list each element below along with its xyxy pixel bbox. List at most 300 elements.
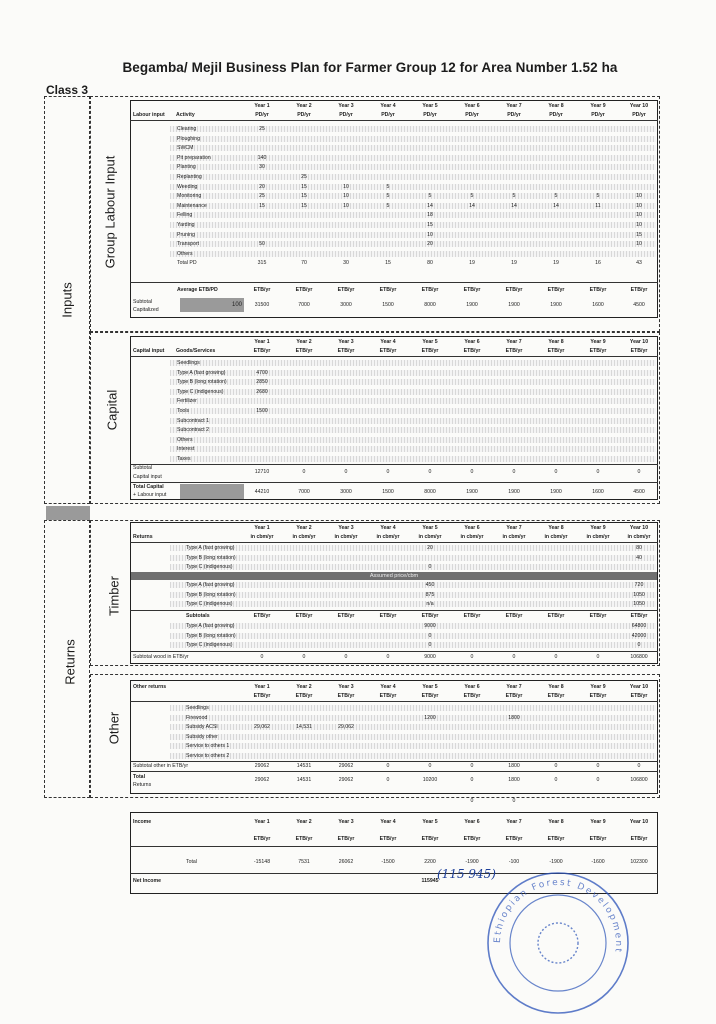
income-total-value: -1500 bbox=[381, 859, 395, 865]
activity-label: Weeding bbox=[177, 183, 198, 190]
timber-type-label: Type C (indigenous) bbox=[186, 601, 233, 608]
year-header: Year 3 bbox=[338, 684, 354, 690]
labour-value: 5 bbox=[386, 183, 390, 190]
labour-value: 10 bbox=[343, 183, 349, 190]
year-header: Year 6 bbox=[464, 684, 480, 690]
subtotal-wood-value: 0 bbox=[554, 654, 558, 660]
activity-label: Clearing bbox=[177, 126, 197, 132]
labour-row bbox=[130, 134, 658, 144]
labour-value: 5 bbox=[512, 193, 516, 200]
returns-label: Returns bbox=[62, 639, 78, 685]
activity-label: Pit preparation bbox=[177, 154, 211, 161]
labour-value: 5 bbox=[596, 193, 600, 200]
unit-header: PD/yr bbox=[381, 112, 395, 118]
capital-row bbox=[130, 425, 658, 435]
labour-subtotal-value: 1600 bbox=[592, 302, 604, 308]
goods-label: Taxes bbox=[177, 456, 191, 462]
capital-subtotal-value: 0 bbox=[596, 469, 600, 475]
row-shading bbox=[170, 555, 656, 561]
unit-header: ETB/yr bbox=[295, 836, 313, 842]
capital-row bbox=[130, 396, 658, 406]
unit-header: ETB/yr bbox=[463, 287, 481, 293]
capital-col1-header: Capital input bbox=[133, 348, 165, 354]
labour-subtotal-value: 1900 bbox=[466, 302, 478, 308]
timber-etb-value: 0 bbox=[637, 642, 641, 649]
unit-header: PD/yr bbox=[549, 112, 563, 118]
year-header: Year 9 bbox=[590, 339, 606, 345]
year-header: Year 9 bbox=[590, 103, 606, 109]
row-shading bbox=[170, 251, 656, 257]
timber-unit-header bbox=[130, 532, 658, 542]
unit-header: ETB/yr bbox=[337, 348, 355, 354]
goods-label: Type A (fast growing) bbox=[177, 369, 226, 376]
unit-header: ETB/yr bbox=[253, 693, 271, 699]
unit-header: ETB/yr bbox=[295, 287, 313, 293]
unit-header: ETB/yr bbox=[589, 693, 607, 699]
labour-row bbox=[130, 191, 658, 201]
timber-type-label: Type B (long rotation) bbox=[186, 632, 236, 639]
row-shading bbox=[170, 427, 656, 433]
unit-header: ETB/yr bbox=[421, 836, 439, 842]
labour-row bbox=[130, 201, 658, 211]
labour-row bbox=[130, 230, 658, 240]
labour-value: 15 bbox=[301, 193, 307, 200]
unit-header: PD/yr bbox=[465, 112, 479, 118]
labour-value: 19 bbox=[511, 260, 517, 267]
activity-label: Monitoring bbox=[177, 193, 202, 200]
labour-value: 14 bbox=[427, 202, 433, 209]
activity-label: Felling bbox=[177, 212, 193, 219]
labour-row bbox=[130, 172, 658, 182]
labour-value: 15 bbox=[636, 231, 642, 238]
unit-header: ETB/yr bbox=[253, 287, 271, 293]
capital-subtotal-value: 0 bbox=[512, 469, 516, 475]
timber-type-label: Type C (indigenous) bbox=[186, 642, 233, 649]
stray-value: 0 bbox=[470, 798, 474, 804]
labour-value: 18 bbox=[427, 212, 433, 219]
capital-value: 2850 bbox=[256, 379, 268, 386]
year-header: Year 7 bbox=[506, 339, 522, 345]
subtotal-other-value: 1800 bbox=[508, 763, 520, 769]
year-header: Year 4 bbox=[380, 103, 396, 109]
row-shading bbox=[170, 398, 656, 404]
subtotal-wood-value: 0 bbox=[302, 654, 306, 660]
group-labour-input-label: Group Labour Input bbox=[102, 155, 118, 269]
year-header: Year 8 bbox=[548, 103, 564, 109]
income-total-value: -100 bbox=[508, 859, 520, 865]
other-return-label: Service to others 1 bbox=[186, 743, 230, 750]
unit-header: ETB/yr bbox=[630, 348, 648, 354]
year-header: Year 3 bbox=[338, 339, 354, 345]
total-returns-value: 106800 bbox=[630, 777, 648, 783]
goods-label: Type C (indigenous) bbox=[177, 388, 224, 395]
labour-subtotal-value: 1900 bbox=[508, 302, 520, 308]
capital-row bbox=[130, 416, 658, 426]
unit-header: ETB/yr bbox=[630, 613, 648, 619]
avg-etb-input-cell: 100 bbox=[180, 298, 244, 312]
year-header: Year 4 bbox=[380, 819, 396, 825]
year-header: Year 1 bbox=[254, 103, 270, 109]
unit-header: ETB/yr bbox=[630, 836, 648, 842]
year-header: Year 2 bbox=[296, 103, 312, 109]
section-divider-block bbox=[46, 506, 90, 520]
unit-header: PD/yr bbox=[423, 112, 437, 118]
unit-header: PD/yr bbox=[297, 112, 311, 118]
stray-values-row bbox=[130, 796, 658, 806]
timber-type-label: Type A (fast growing) bbox=[186, 582, 235, 588]
total-returns-value: 1800 bbox=[508, 777, 520, 783]
unit-header: ETB/yr bbox=[547, 348, 565, 354]
capital-total-values bbox=[130, 487, 658, 497]
labour-value: 15 bbox=[427, 222, 433, 228]
unit-header: PD/yr bbox=[632, 112, 646, 118]
year-header: Year 6 bbox=[464, 339, 480, 345]
subtotal-label: Capital input bbox=[133, 474, 162, 480]
unit-header: ETB/yr bbox=[379, 693, 397, 699]
timber-volume-row bbox=[130, 543, 658, 553]
row-shading bbox=[170, 446, 656, 452]
goods-label: Fertilizer bbox=[177, 398, 197, 405]
labour-value: 5 bbox=[470, 193, 474, 200]
net-income-value: 115945 bbox=[421, 878, 439, 884]
labour-value: 5 bbox=[386, 193, 390, 200]
income-total-value: -1900 bbox=[465, 859, 479, 865]
other-row bbox=[130, 703, 658, 713]
unit-header: ETB/yr bbox=[505, 287, 523, 293]
capital-subtotal-value: 0 bbox=[470, 469, 474, 475]
unit-header: ETB/yr bbox=[463, 348, 481, 354]
capital-total-value: 1900 bbox=[508, 489, 520, 495]
stamp-ring-text: Ethiopian Forest Development bbox=[492, 877, 624, 955]
year-header: Year 9 bbox=[590, 684, 606, 690]
year-header: Year 3 bbox=[338, 819, 354, 825]
labour-value: 10 bbox=[343, 193, 349, 200]
price-value: 1050 bbox=[633, 591, 645, 598]
unit-header: ETB/yr bbox=[253, 613, 271, 619]
year-header: Year 5 bbox=[422, 684, 438, 690]
subtotal-label: Capitalized bbox=[133, 307, 159, 313]
unit-header: ETB/yr bbox=[337, 836, 355, 842]
labour-value: 15 bbox=[301, 183, 307, 190]
labour-value: 14 bbox=[553, 202, 559, 209]
labour-value: 30 bbox=[343, 260, 349, 267]
unit-header: ETB/yr bbox=[379, 287, 397, 293]
timber-price-row bbox=[130, 580, 658, 590]
timber-type-label: Type A (fast growing) bbox=[186, 623, 235, 629]
row-shading bbox=[170, 418, 656, 424]
labour-subtotal-value: 1900 bbox=[550, 302, 562, 308]
timber-volume-value: 80 bbox=[636, 545, 642, 551]
unit-header: ETB/yr bbox=[379, 348, 397, 354]
page-title: Begamba/ Mejil Business Plan for Farmer Group 12 for Area Number 1.52 ha bbox=[122, 60, 618, 75]
labour-value: 14 bbox=[511, 202, 517, 209]
capital-subtotal-value: 0 bbox=[554, 469, 558, 475]
capital-label: Capital bbox=[104, 389, 120, 431]
other-return-value: 14,531 bbox=[296, 724, 312, 731]
subtotal-wood-value: 0 bbox=[344, 654, 348, 660]
unit-header: in cbm/yr bbox=[250, 534, 274, 540]
year-header: Year 2 bbox=[296, 339, 312, 345]
activity-label: Ploughing bbox=[177, 135, 201, 142]
row-shading bbox=[170, 174, 656, 180]
labour-value: 10 bbox=[636, 202, 642, 209]
subtotal-other-value: 0 bbox=[428, 763, 432, 769]
other-return-label: Subsidy other bbox=[186, 733, 218, 740]
timber-etb-value: 64800 bbox=[631, 623, 647, 629]
year-header: Year 5 bbox=[422, 339, 438, 345]
labour-value: 70 bbox=[301, 260, 307, 267]
subtotal-wood-value: 106800 bbox=[630, 654, 648, 660]
net-income-label: Net Income bbox=[133, 878, 161, 884]
activity-label: Planting bbox=[177, 164, 196, 171]
year-header: Year 2 bbox=[296, 525, 312, 531]
year-header: Year 1 bbox=[254, 339, 270, 345]
year-header: Year 9 bbox=[590, 525, 606, 531]
unit-header: in cbm/yr bbox=[460, 534, 484, 540]
subtotal-other-value: 0 bbox=[637, 763, 641, 769]
timber-value-row bbox=[130, 621, 658, 631]
labour-value: 20 bbox=[259, 183, 265, 190]
timber-value-row bbox=[130, 631, 658, 641]
subtotal-wood-label: Subtotal wood in ETB/yr bbox=[133, 654, 189, 660]
labour-subtotal-value: 8000 bbox=[424, 302, 436, 308]
labour-subtotal-value: 1500 bbox=[382, 302, 394, 308]
unit-header: ETB/yr bbox=[379, 613, 397, 619]
total-returns-value: 0 bbox=[596, 777, 600, 783]
unit-header: in cbm/yr bbox=[376, 534, 400, 540]
labour-value: 15 bbox=[385, 260, 391, 267]
unit-header: ETB/yr bbox=[463, 836, 481, 842]
labour-value: 5 bbox=[386, 202, 390, 209]
subtotal-label: Subtotal bbox=[133, 465, 153, 471]
unit-header: ETB/yr bbox=[421, 287, 439, 293]
labour-value: 25 bbox=[259, 126, 265, 132]
unit-header: ETB/yr bbox=[630, 287, 648, 293]
capital-row bbox=[130, 358, 658, 368]
income-total-value: 2200 bbox=[424, 859, 436, 865]
timber-price-row bbox=[130, 599, 658, 609]
capital-row bbox=[130, 387, 658, 397]
unit-header: ETB/yr bbox=[253, 348, 271, 354]
total-returns-value: 0 bbox=[554, 777, 558, 783]
income-total-row bbox=[130, 857, 658, 867]
goods-label: Others bbox=[177, 436, 193, 443]
labour-value: 11 bbox=[595, 202, 601, 209]
timber-type-label: Type C (indigenous) bbox=[186, 564, 233, 571]
income-year-header bbox=[130, 817, 658, 827]
subtotal-other-value: 29062 bbox=[338, 763, 354, 769]
other-col1-header: Other returns bbox=[133, 684, 167, 690]
capital-subtotal-values bbox=[130, 467, 658, 477]
labour-value: 10 bbox=[636, 241, 642, 248]
subtotal-wood-value: 0 bbox=[596, 654, 600, 660]
year-header: Year 1 bbox=[254, 525, 270, 531]
net-income-handwritten: (115 945) bbox=[437, 867, 496, 881]
other-return-value: 1800 bbox=[508, 714, 520, 721]
year-header: Year 5 bbox=[422, 103, 438, 109]
year-header: Year 7 bbox=[506, 684, 522, 690]
capital-unit-header bbox=[130, 346, 658, 356]
labour-value: 80 bbox=[427, 260, 433, 267]
total-returns-value: 29062 bbox=[254, 777, 270, 783]
unit-header: in cbm/yr bbox=[292, 534, 316, 540]
income-total-value: -1600 bbox=[591, 859, 605, 865]
total-returns-value: 14531 bbox=[296, 777, 312, 783]
year-header: Year 8 bbox=[548, 525, 564, 531]
activity-label: Replanting bbox=[177, 174, 202, 180]
capital-total-value: 3000 bbox=[340, 489, 352, 495]
income-total-value: 102300 bbox=[630, 859, 648, 865]
income-unit-header bbox=[130, 834, 658, 844]
subtotal-wood-row bbox=[130, 652, 658, 662]
labour-value: 5 bbox=[428, 193, 432, 200]
subtotal-wood-value: 0 bbox=[260, 654, 264, 660]
unit-header: ETB/yr bbox=[421, 613, 439, 619]
year-header: Year 4 bbox=[380, 684, 396, 690]
labour-row bbox=[130, 182, 658, 192]
other-return-label: Subsidy ACSI bbox=[186, 724, 218, 731]
unit-header: ETB/yr bbox=[253, 836, 271, 842]
other-label: Other bbox=[106, 711, 122, 745]
capital-subtotal-value: 0 bbox=[386, 469, 390, 475]
inputs-label: Inputs bbox=[59, 282, 75, 318]
timber-subtotals-header bbox=[130, 611, 658, 621]
row-shading bbox=[170, 456, 656, 462]
capital-value: 2680 bbox=[256, 388, 268, 395]
capital-col2-header: Goods/Services bbox=[176, 348, 216, 354]
unit-header: ETB/yr bbox=[505, 613, 523, 619]
subtotal-wood-value: 9000 bbox=[424, 654, 436, 660]
capital-subtotal-value: 12710 bbox=[254, 469, 270, 475]
capital-total-value: 7000 bbox=[298, 489, 310, 495]
timber-volume-row bbox=[130, 562, 658, 572]
timber-type-label: Type B (long rotation) bbox=[186, 554, 236, 561]
subtotal-label: Subtotal bbox=[133, 299, 153, 305]
activity-label: Others bbox=[177, 250, 193, 257]
unit-header: ETB/yr bbox=[630, 693, 648, 699]
year-header: Year 10 bbox=[629, 684, 649, 690]
labour-subtotal-value: 4500 bbox=[633, 302, 645, 308]
labour-row bbox=[130, 143, 658, 153]
total-label: Total Capital bbox=[133, 484, 164, 490]
year-header: Year 7 bbox=[506, 819, 522, 825]
rule-line bbox=[130, 356, 658, 357]
avg-etb-label: Average ETB/PD bbox=[177, 287, 218, 293]
subtotal-wood-value: 0 bbox=[386, 654, 390, 660]
labour-value: 10 bbox=[343, 202, 349, 209]
unit-header: PD/yr bbox=[255, 112, 269, 118]
total-label: Total bbox=[133, 774, 146, 780]
labour-value: 315 bbox=[257, 260, 267, 267]
labour-value: 43 bbox=[636, 260, 642, 267]
price-value: 720 bbox=[634, 582, 644, 588]
labour-row bbox=[130, 258, 658, 268]
activity-label: Total PD bbox=[177, 260, 197, 267]
row-shading bbox=[170, 705, 656, 711]
organization-stamp bbox=[482, 868, 634, 1018]
labour-subtotal-value: 31500 bbox=[254, 302, 270, 308]
subtotal-other-value: 0 bbox=[470, 763, 474, 769]
activity-label: Maintenance bbox=[177, 202, 207, 209]
year-header: Year 2 bbox=[296, 684, 312, 690]
year-header: Year 10 bbox=[629, 339, 649, 345]
unit-header: ETB/yr bbox=[589, 287, 607, 293]
capital-total-value: 1600 bbox=[592, 489, 604, 495]
subtotal-other-value: 29062 bbox=[254, 763, 270, 769]
unit-header: ETB/yr bbox=[337, 693, 355, 699]
timber-etb-value: 42000 bbox=[631, 632, 647, 639]
capital-subtotal-value: 0 bbox=[637, 469, 641, 475]
capital-row bbox=[130, 377, 658, 387]
year-header: Year 8 bbox=[548, 339, 564, 345]
other-return-value: 29,062 bbox=[338, 724, 354, 731]
subtotal-other-row bbox=[130, 761, 658, 771]
row-shading bbox=[170, 360, 656, 366]
capital-total-value: 1500 bbox=[382, 489, 394, 495]
unit-header: ETB/yr bbox=[547, 693, 565, 699]
timber-col1-header: Returns bbox=[133, 534, 153, 540]
subtotal-other-value: 0 bbox=[596, 763, 600, 769]
price-value: n/a bbox=[426, 601, 434, 608]
income-total-value: -1900 bbox=[549, 859, 563, 865]
other-row bbox=[130, 722, 658, 732]
labour-row bbox=[130, 249, 658, 259]
capital-total-value: 1900 bbox=[550, 489, 562, 495]
capital-subtotal-value: 0 bbox=[428, 469, 432, 475]
labour-avg-row bbox=[130, 285, 658, 295]
other-row bbox=[130, 751, 658, 761]
year-header: Year 7 bbox=[506, 525, 522, 531]
timber-volume-row bbox=[130, 553, 658, 563]
capital-subtotal-value: 0 bbox=[302, 469, 306, 475]
year-header: Year 2 bbox=[296, 819, 312, 825]
timber-etb-value: 9000 bbox=[424, 623, 436, 629]
labour-value: 10 bbox=[427, 231, 433, 238]
labour-row bbox=[130, 210, 658, 220]
unit-header: ETB/yr bbox=[505, 836, 523, 842]
other-unit-header bbox=[130, 691, 658, 701]
unit-header: ETB/yr bbox=[337, 287, 355, 293]
unit-header: PD/yr bbox=[507, 112, 521, 118]
timber-label: Timber bbox=[106, 576, 122, 616]
income-total-label: Total bbox=[186, 859, 197, 865]
activity-label: Yarding bbox=[177, 222, 195, 228]
unit-header: in cbm/yr bbox=[334, 534, 358, 540]
subtotal-wood-value: 0 bbox=[470, 654, 474, 660]
labour-value: 14 bbox=[469, 202, 475, 209]
unit-header: in cbm/yr bbox=[544, 534, 568, 540]
capital-total-value: 1900 bbox=[466, 489, 478, 495]
row-shading bbox=[170, 437, 656, 443]
unit-header: ETB/yr bbox=[505, 693, 523, 699]
timber-type-label: Type A (fast growing) bbox=[186, 545, 235, 551]
other-return-label: Seedlings bbox=[186, 705, 209, 711]
rule-line bbox=[130, 846, 658, 847]
capital-total-value: 8000 bbox=[424, 489, 436, 495]
row-shading bbox=[170, 734, 656, 740]
unit-header: ETB/yr bbox=[295, 348, 313, 354]
labour-value: 25 bbox=[301, 174, 307, 180]
timber-volume-value: 20 bbox=[427, 545, 433, 551]
unit-header: ETB/yr bbox=[505, 348, 523, 354]
labour-row bbox=[130, 220, 658, 230]
timber-type-label: Type B (long rotation) bbox=[186, 591, 236, 598]
labour-value: 15 bbox=[301, 202, 307, 209]
labour-value: 50 bbox=[259, 241, 265, 248]
total-returns-value: 29062 bbox=[338, 777, 354, 783]
goods-label: Type B (long rotation) bbox=[177, 379, 227, 386]
year-header: Year 3 bbox=[338, 525, 354, 531]
